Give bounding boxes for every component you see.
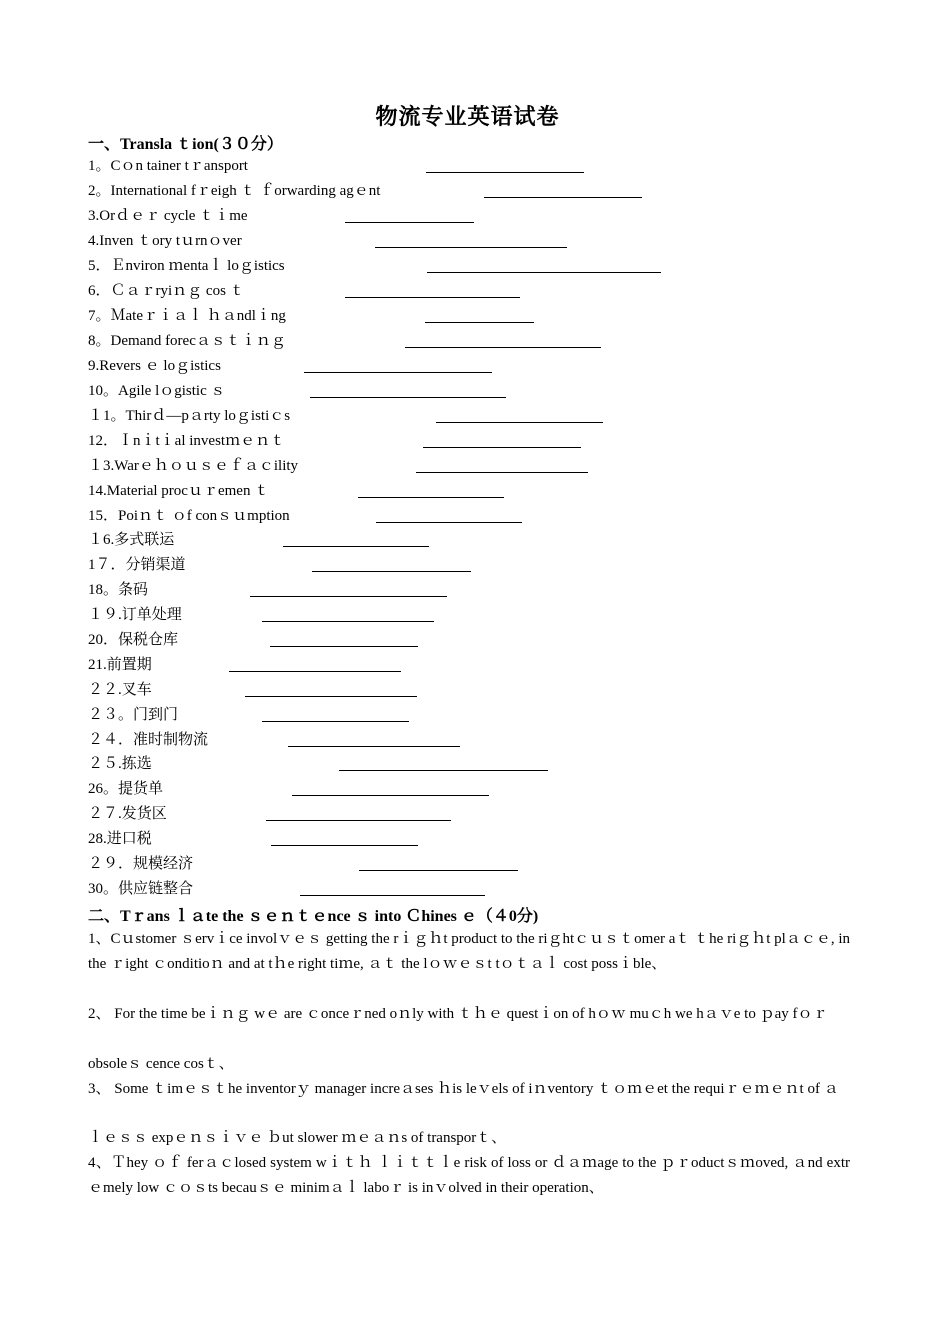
sentence-item: obsoleｓ cence cosｔ、 (88, 1056, 234, 1072)
term-row (88, 430, 285, 452)
term-label: 1７．分销渠道 (88, 557, 186, 573)
term-row (88, 554, 186, 576)
answer-blank[interactable] (310, 397, 506, 398)
answer-blank[interactable] (375, 247, 567, 248)
term-label: ２３。门到门 (88, 707, 179, 723)
sentence-item: ｌｅｓｓ expｅｎｓｉｖｅ ｂut slower ｍｅａｎs of transporｔ、 (88, 1130, 507, 1146)
term-row (88, 505, 290, 527)
term-row (88, 280, 245, 302)
term-row (88, 355, 221, 377)
answer-blank[interactable] (283, 546, 429, 547)
term-row (88, 230, 242, 252)
answer-blank[interactable] (229, 671, 401, 672)
answer-blank[interactable] (436, 422, 603, 423)
term-label: 28.进口税 (88, 831, 152, 847)
term-row (88, 455, 298, 477)
term-label: 9.Revers ｅ loｇistics (88, 358, 221, 374)
answer-blank[interactable] (262, 621, 434, 622)
answer-blank[interactable] (270, 646, 418, 647)
answer-blank[interactable] (416, 472, 588, 473)
term-label: 30。供应链整合 (88, 881, 194, 897)
term-row (88, 305, 286, 327)
term-label: 5．Ｅnviron ｍentaｌ loｇistics (88, 258, 285, 274)
term-row (88, 180, 380, 202)
term-row (88, 480, 269, 502)
answer-blank[interactable] (358, 497, 504, 498)
term-label: 3.Orｄｅｒ cycle ｔｉme (88, 208, 248, 224)
term-row (88, 604, 182, 626)
term-label: １6.多式联运 (88, 532, 175, 548)
term-row (88, 255, 285, 277)
term-label: 20．保税仓库 (88, 632, 179, 648)
answer-blank[interactable] (304, 372, 492, 373)
term-label: 21.前置期 (88, 657, 152, 673)
term-label: １1。Thirｄ—pａrty loｇistiｃs (88, 408, 291, 424)
sentence-item: 4、Ｔhey ｏｆ ferａｃlosed system wｉｔｈ ｌｉｔｔｌe risk of loss or ｄａｍage to the ｐｒoductｓｍoved, ａnd extrｅmely low ｃｏｓts becauｓｅ minimａｌ laboｒ is inｖolved in their operation、 (88, 1155, 850, 1196)
term-label: 18。条码 (88, 582, 149, 598)
term-row (88, 629, 178, 651)
answer-blank[interactable] (250, 596, 447, 597)
answer-blank[interactable] (426, 172, 584, 173)
term-label: 1。Cｏn tainer tｒansport (88, 158, 248, 174)
term-label: ２４．准时制物流 (88, 732, 209, 748)
term-row (88, 778, 163, 800)
term-label: 2。International fｒeigh ｔ ｆorwarding agｅnt (88, 183, 381, 199)
term-row (88, 729, 208, 751)
term-row (88, 529, 174, 551)
term-label: １3.Warｅｈｏｕｓｅｆａｃility (88, 458, 299, 474)
term-row (88, 753, 152, 775)
term-row (88, 405, 290, 427)
term-label: 4.Inven ｔory tｕrnｏver (88, 233, 242, 249)
page-title: 物流专业英语试卷 (375, 104, 560, 129)
answer-blank[interactable] (312, 571, 471, 572)
term-row (88, 853, 193, 875)
term-label: 7。Ｍateｒｉａｌ ｈａndlｉng (88, 308, 286, 324)
term-row (88, 878, 193, 900)
term-label: 6．Ｃａｒryiｎｇ cos ｔ (88, 283, 245, 299)
sentence-item: 3、 Some ｔimｅｓｔhe inventorｙ manager increａses ｈis leｖels of iｎventory ｔｏｍｅet the requiｒｅｍｅｎt of ａ (88, 1081, 839, 1097)
term-label: 14.Material procｕｒemen ｔ (88, 483, 270, 499)
answer-blank[interactable] (271, 845, 418, 846)
section-2-heading: 二、Tｒans ｌａte the ｓｅｎｔｅnce ｓ into Ｃhines ｅ（４0分) (88, 908, 539, 925)
term-row (88, 380, 226, 402)
answer-blank[interactable] (300, 895, 485, 896)
term-row (88, 654, 152, 676)
answer-blank[interactable] (405, 347, 601, 348)
term-row (88, 205, 248, 227)
answer-blank[interactable] (339, 770, 548, 771)
answer-blank[interactable] (484, 197, 642, 198)
term-row (88, 579, 148, 601)
term-label: ２７.发货区 (88, 806, 167, 822)
term-label: １９.订单处理 (88, 607, 182, 623)
answer-blank[interactable] (427, 272, 661, 273)
term-label: ２５.拣选 (88, 756, 152, 772)
answer-blank[interactable] (345, 297, 520, 298)
answer-blank[interactable] (376, 522, 522, 523)
term-label: 15．Poiｎｔ ｏf conｓｕmption (88, 508, 290, 524)
answer-blank[interactable] (288, 746, 460, 747)
sentence-item: 1、Cｕstomer ｓervｉce involｖｅｓ getting the rｉｇｈt product to the riｇhtｃｕｓｔomer aｔ ｔhe riｇｈt plａｃｅ, in the ｒight ｃonditioｎ and at tｈe right tiｍe, ａｔ the lｏｗｅｓt tｏｔａｌ cost possｉble、 (88, 931, 850, 972)
term-row (88, 704, 178, 726)
term-row (88, 803, 167, 825)
sentence-item: 2、 For the time beｉｎｇ wｅ are ｃonceｒned oｎly with ｔｈｅ questｉon of hｏｗ muｃh we hａｖe to ｐay fｏｒ (88, 1006, 828, 1022)
term-row (88, 330, 286, 352)
answer-blank[interactable] (345, 222, 474, 223)
term-row (88, 155, 248, 177)
term-label: ２９．规模经济 (88, 856, 194, 872)
answer-blank[interactable] (266, 820, 451, 821)
answer-blank[interactable] (425, 322, 534, 323)
term-label: 26。提货单 (88, 781, 164, 797)
term-label: 12．Ｉnｉtｉal investｍｅｎｔ (88, 433, 286, 449)
answer-blank[interactable] (245, 696, 417, 697)
term-row (88, 828, 152, 850)
term-label: ２２.叉车 (88, 682, 152, 698)
section-1-heading: 一、Transla ｔion(３０分） (88, 136, 283, 153)
answer-blank[interactable] (359, 870, 518, 871)
term-row (88, 679, 152, 701)
answer-blank[interactable] (292, 795, 489, 796)
term-label: 8。Demand forecａｓｔｉｎｇ (88, 333, 286, 349)
answer-blank[interactable] (423, 447, 581, 448)
answer-blank[interactable] (262, 721, 409, 722)
term-label: 10。Agile lｏgistic ｓ (88, 383, 226, 399)
